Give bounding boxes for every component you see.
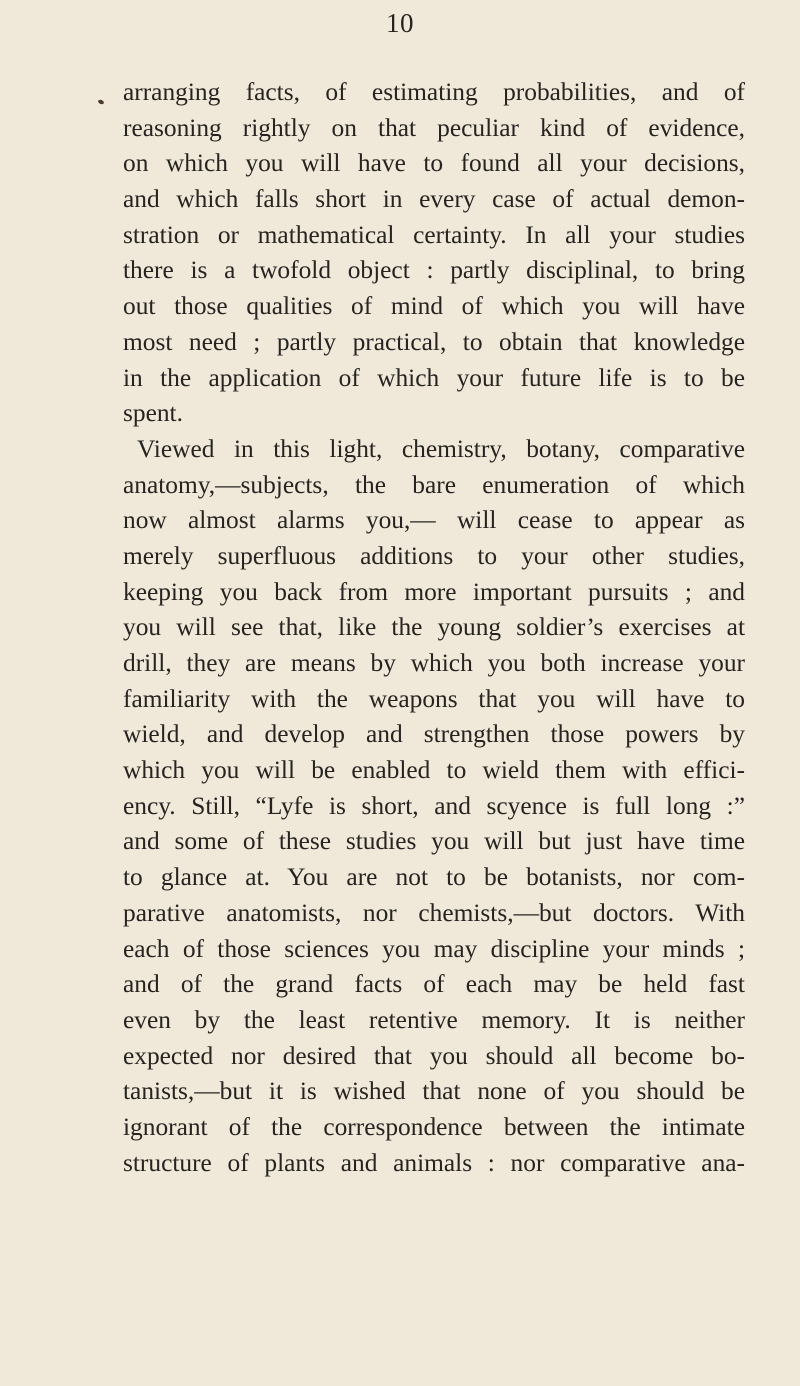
text-line: on which you will have to found all your decisions,: [123, 149, 745, 178]
text-line: even by the least retentive memory. It is neither: [123, 1005, 745, 1034]
text-line: each of those sciences you may discipline your minds ;: [123, 934, 745, 963]
page-number: 10: [386, 8, 414, 38]
text-line-paragraph-end: spent.: [123, 399, 183, 428]
text-line: parative anatomists, nor chemists,—but doctors. With: [123, 898, 745, 927]
text-line-paragraph-start: Viewed in this light, chemistry, botany, comparative: [137, 434, 745, 463]
text-line: in the application of which your future life is to be: [123, 363, 745, 392]
text-line: out those qualities of mind of which you will have: [123, 292, 745, 321]
text-line: which you will be enabled to wield them with effici-: [123, 756, 745, 785]
text-line: drill, they are means by which you both increase your: [123, 649, 745, 677]
text-line: tanists,—but it is wished that none of you should be: [123, 1077, 745, 1106]
text-line: anatomy,—subjects, the bare enumeration of which: [123, 470, 745, 499]
text-line: and of the grand facts of each may be held fast: [123, 970, 745, 999]
text-line: wield, and develop and strengthen those powers by: [123, 720, 745, 749]
text-line: merely superfluous additions to your other studies,: [123, 541, 745, 570]
text-line: familiarity with the weapons that you will have to: [123, 684, 745, 713]
text-line: now almost alarms you,— will cease to appear as: [123, 506, 745, 535]
text-line: structure of plants and animals : nor comparative ana-: [123, 1148, 745, 1177]
ink-speck: [97, 99, 104, 105]
text-line: and which falls short in every case of actual demon-: [123, 185, 745, 214]
text-line: most need ; partly practical, to obtain that knowledge: [123, 327, 745, 356]
text-line: keeping you back from more important pursuits ; and: [123, 577, 745, 606]
text-line: and some of these studies you will but just have time: [123, 827, 745, 856]
text-line: ignorant of the correspondence between the intimate: [123, 1112, 745, 1141]
text-line: stration or mathematical certainty. In all your studies: [123, 220, 745, 249]
text-line: expected nor desired that you should all become bo-: [123, 1041, 745, 1070]
text-line: ency. Still, “Lyfe is short, and scyence is full long :”: [123, 791, 745, 820]
body-text: [123, 75, 745, 1181]
text-line: to glance at. You are not to be botanists, nor com-: [123, 863, 745, 892]
text-line: reasoning rightly on that peculiar kind of evidence,: [123, 113, 745, 142]
text-line: arranging facts, of estimating probabilities, and of: [123, 78, 745, 106]
text-line: you will see that, like the young soldier’s exercises at: [123, 613, 745, 642]
text-line: there is a twofold object : partly disciplinal, to bring: [123, 256, 745, 285]
